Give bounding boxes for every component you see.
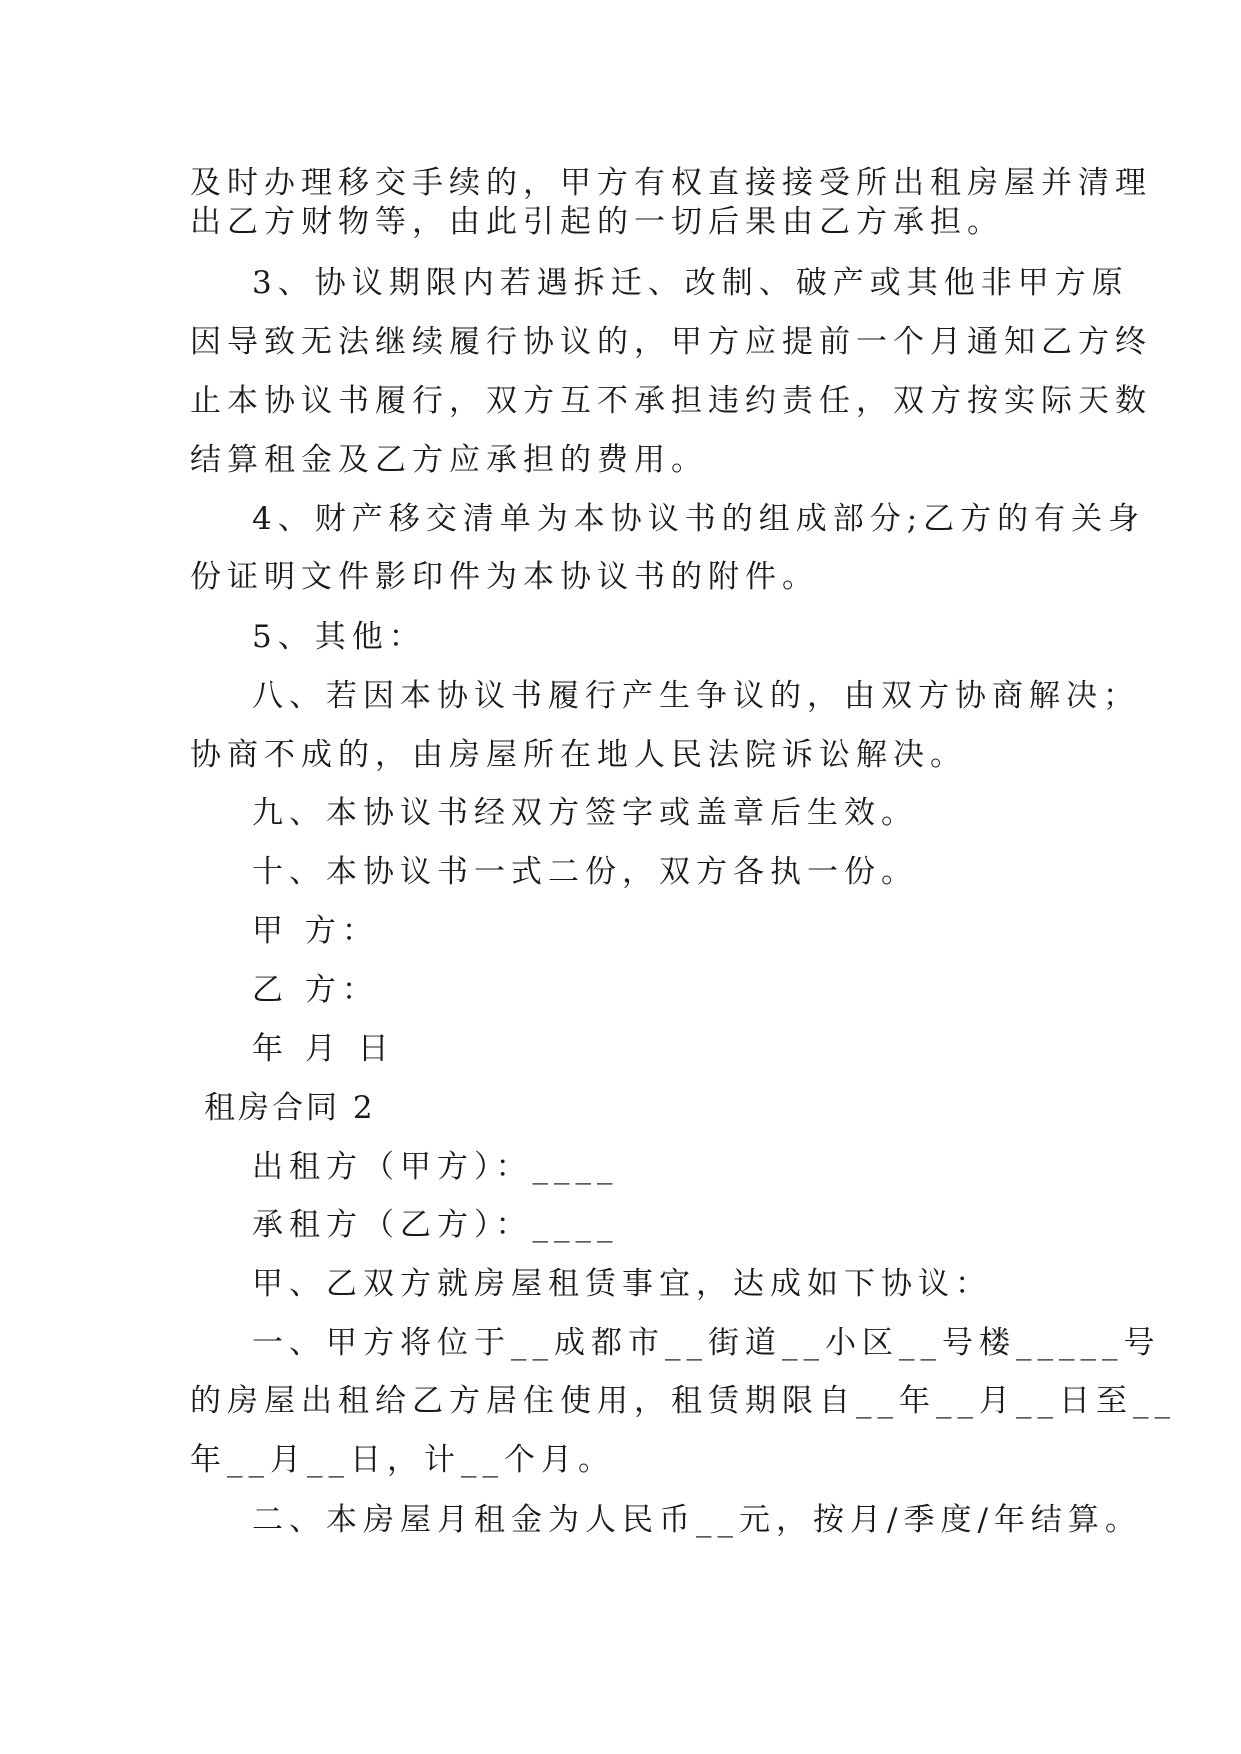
text-line: 八、若因本协议书履行产生争议的，由双方协商解决； [252,678,1140,714]
section-title: 租房合同 2 [204,1090,376,1126]
text-line: 3、协议期限内若遇拆迁、改制、破产或其他非甲方原 [252,265,1129,301]
signature-party-a: 甲 方： [252,913,379,949]
text-line: 一、甲方将位于__成都市__街道__小区__号楼_____号 [252,1325,1161,1361]
text-line: 的房屋出租给乙方居住使用，租赁期限自__年__月__日至__ [190,1383,1176,1419]
text-line: 止本协议书履行，双方互不承担违约责任，双方按实际天数 [190,383,1152,419]
text-line: 出乙方财物等，由此引起的一切后果由乙方承担。 [190,204,1004,240]
signature-date: 年 月 日 [252,1031,395,1067]
text-line: 甲、乙双方就房屋租赁事宜，达成如下协议： [252,1266,992,1302]
text-line: 十、本协议书一式二份，双方各执一份。 [252,854,918,890]
text-line: 结算租金及乙方应承担的费用。 [190,442,708,478]
text-line: 份证明文件影印件为本协议书的附件。 [190,559,819,595]
text-line: 5、其他： [252,619,426,655]
text-line: 九、本协议书经双方签字或盖章后生效。 [252,795,918,831]
signature-party-b: 乙 方： [252,972,379,1008]
text-line: 出租方（甲方）：____ [252,1149,619,1185]
text-line: 协商不成的，由房屋所在地人民法院诉讼解决。 [190,737,967,773]
text-line: 4、财产移交清单为本协议书的组成部分;乙方的有关身 [252,501,1146,537]
text-line: 年__月__日，计__个月。 [190,1442,615,1478]
text-line: 及时办理移交手续的，甲方有权直接接受所出租房屋并清理 [190,165,1152,201]
text-line: 因导致无法继续履行协议的，甲方应提前一个月通知乙方终 [190,324,1152,360]
text-line: 二、本房屋月租金为人民币__元，按月/季度/年结算。 [252,1502,1142,1538]
text-line: 承租方（乙方）：____ [252,1207,619,1243]
